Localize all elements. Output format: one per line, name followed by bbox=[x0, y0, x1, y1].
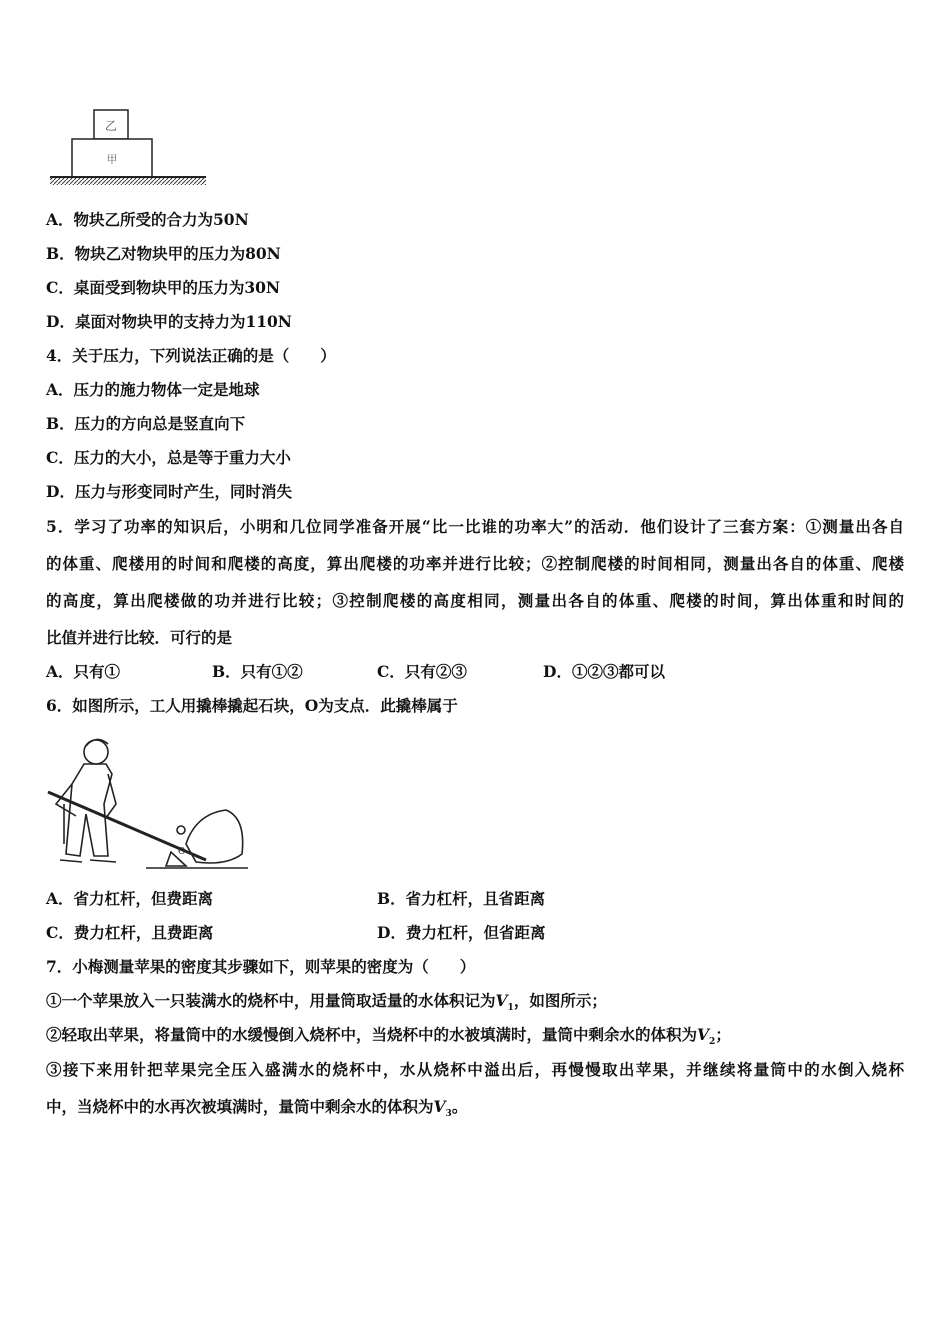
q4-option-b: B．压力的方向总是竖直向下 bbox=[46, 414, 246, 433]
q4-option-d: D．压力与形变同时产生，同时消失 bbox=[46, 482, 292, 501]
block-jia-label: 甲 bbox=[106, 153, 118, 166]
q3-option-d: D．桌面对物块甲的支持力为110N bbox=[46, 312, 292, 331]
q5-line-1: 5．学习了功率的知识后，小明和几位同学准备开展“比一比谁的功率大”的活动．他们设计了三套方案：①测量出各自 bbox=[46, 517, 904, 536]
crowbar-worker-figure bbox=[46, 734, 248, 870]
q7-step-2 bbox=[46, 1025, 731, 1052]
q6-stem: 6．如图所示，工人用撬棒撬起石块，O为支点．此撬棒属于 bbox=[46, 696, 458, 715]
v3-sub: 3 bbox=[445, 1109, 452, 1120]
v1-var: V bbox=[495, 991, 508, 1010]
q3-option-c: C．桌面受到物块甲的压力为30N bbox=[46, 278, 281, 297]
q7-step-3-line-2 bbox=[46, 1097, 467, 1124]
q5-option-c: C．只有②③ bbox=[377, 662, 467, 681]
q4-stem: 4．关于压力，下列说法正确的是（ ） bbox=[46, 346, 336, 365]
q7-step-3-end: 。 bbox=[451, 1097, 468, 1116]
q7-step-1-end: ，如图所示； bbox=[513, 991, 607, 1010]
q7-step-2-end: ； bbox=[715, 1025, 731, 1044]
v3-var: V bbox=[433, 1097, 446, 1116]
q6-option-c: C．费力杠杆，且费距离 bbox=[46, 923, 214, 942]
table-surface bbox=[50, 177, 206, 185]
q7-step-1-text: ①一个苹果放入一只装满水的烧杯中，用量筒取适量的水体积记为 bbox=[46, 991, 496, 1010]
q5-line-2: 的体重、爬楼用的时间和爬楼的高度，算出爬楼的功率并进行比较；②控制爬楼的时间相同，测量出各自的体重、爬楼 bbox=[46, 554, 904, 573]
q6-option-a: A．省力杠杆，但费距离 bbox=[46, 889, 214, 908]
q3-option-b: B．物块乙对物块甲的压力为80N bbox=[46, 244, 281, 263]
q7-step-1 bbox=[46, 991, 607, 1018]
block-yi-label: 乙 bbox=[104, 119, 118, 133]
q5-option-d: D．①②③都可以 bbox=[543, 662, 665, 681]
q7-step-3-line-1: ③接下来用针把苹果完全压入盛满水的烧杯中，水从烧杯中溢出后，再慢慢取出苹果，并继续将量筒中的水倒入烧杯 bbox=[46, 1060, 904, 1079]
v1-sub: 1 bbox=[507, 1003, 514, 1014]
q6-option-d: D．费力杠杆，但省距离 bbox=[377, 923, 546, 942]
v2-sub: 2 bbox=[709, 1037, 716, 1048]
q5-line-3: 的高度，算出爬楼做的功并进行比较；③控制爬楼的高度相同，测量出各自的体重、爬楼的时间，算出体重和时间的 bbox=[46, 591, 904, 610]
stacked-blocks-figure bbox=[46, 104, 210, 188]
q4-option-c: C．压力的大小，总是等于重力大小 bbox=[46, 448, 291, 467]
v2-var: V bbox=[697, 1025, 710, 1044]
q3-option-a: A．物块乙所受的合力为50N bbox=[46, 210, 249, 229]
q6-option-b: B．省力杠杆，且省距离 bbox=[377, 889, 546, 908]
q5-line-4: 比值并进行比较．可行的是 bbox=[46, 628, 233, 647]
q5-option-a: A．只有① bbox=[46, 662, 121, 681]
fulcrum-label: O bbox=[178, 847, 186, 857]
q7-step-3-text: 中，当烧杯中的水再次被填满时，量筒中剩余水的体积为 bbox=[46, 1097, 434, 1116]
q5-option-b: B．只有①② bbox=[212, 662, 303, 681]
q7-stem: 7．小梅测量苹果的密度其步骤如下，则苹果的密度为（ ） bbox=[46, 957, 476, 976]
q7-step-2-text: ②轻取出苹果，将量筒中的水缓慢倒入烧杯中，当烧杯中的水被填满时，量筒中剩余水的体积为 bbox=[46, 1025, 698, 1044]
q4-option-a: A．压力的施力物体一定是地球 bbox=[46, 380, 260, 399]
